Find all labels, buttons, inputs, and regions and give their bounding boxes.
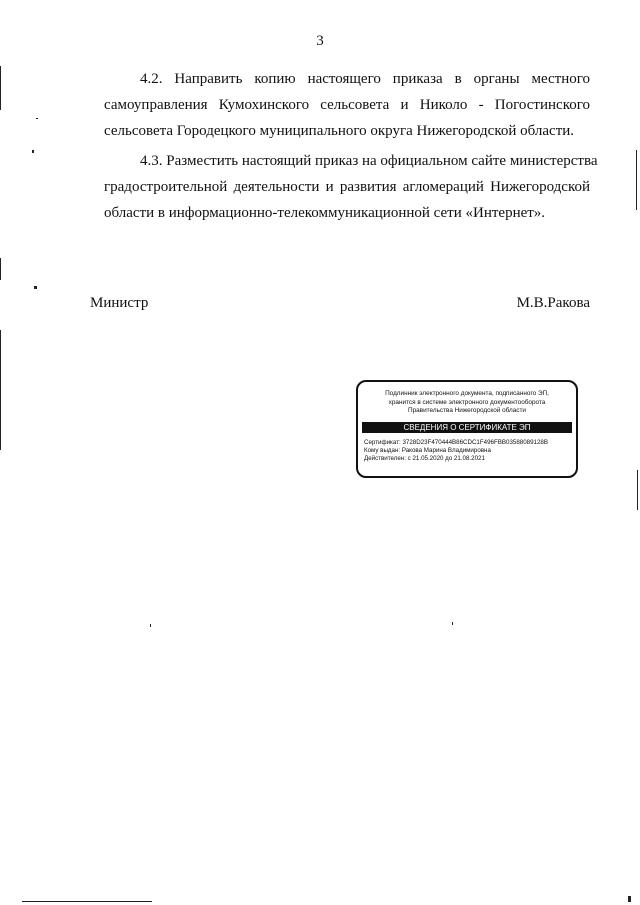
stamp-details — [358, 439, 576, 463]
certificate-owner: Кому выдан: Ракова Марина Владимировна — [364, 446, 491, 454]
paragraph-4-2 — [104, 66, 590, 144]
signer-title: Министр — [90, 295, 149, 311]
scan-mark — [150, 624, 151, 627]
certificate-number: Сертификат: 3728D23F470444B86CDC1F496FBB03588089128B — [364, 438, 548, 446]
stamp-header-line: Подлинник электронного документа, подписанного ЭП, — [385, 390, 549, 397]
scan-mark — [0, 258, 1, 280]
scan-mark — [452, 622, 453, 625]
scan-mark — [34, 286, 37, 289]
scan-mark — [637, 470, 638, 510]
stamp-header-line: Правительства Нижегородской области — [407, 407, 527, 414]
paragraph-4-3 — [104, 148, 598, 226]
paragraph-line: области в информационно-телекоммуникационной сети «Интернет». — [104, 205, 546, 221]
paragraph-line: сельсовета Городецкого муниципального округа Нижегородской области. — [104, 123, 575, 139]
stamp-banner: СВЕДЕНИЯ О СЕРТИФИКАТЕ ЭП — [362, 422, 572, 433]
electronic-signature-stamp — [356, 380, 578, 478]
scan-mark — [36, 118, 38, 119]
paragraph-line: градостроительной деятельности и развития агломераций Нижегородской — [104, 179, 590, 195]
certificate-validity: Действителен: с 21.05.2020 до 21.08.2021 — [364, 454, 485, 462]
page-number: 3 — [316, 33, 324, 49]
scan-mark — [32, 150, 34, 153]
scan-mark — [22, 901, 152, 902]
stamp-header — [358, 390, 576, 416]
scan-mark — [0, 66, 1, 110]
signer-name: М.В.Ракова — [516, 295, 590, 311]
stamp-header-line: хранится в системе электронного документооборота — [388, 398, 546, 406]
scan-mark — [0, 330, 1, 450]
scan-mark — [628, 896, 631, 902]
paragraph-line: 4.3. Разместить настоящий приказ на официальном сайте министерства — [140, 153, 598, 169]
scan-mark — [636, 150, 637, 210]
paragraph-line: самоуправления Кумохинского сельсовета и Николо - Погостинского — [104, 97, 590, 113]
paragraph-line: 4.2. Направить копию настоящего приказа в органы местного — [140, 71, 590, 87]
